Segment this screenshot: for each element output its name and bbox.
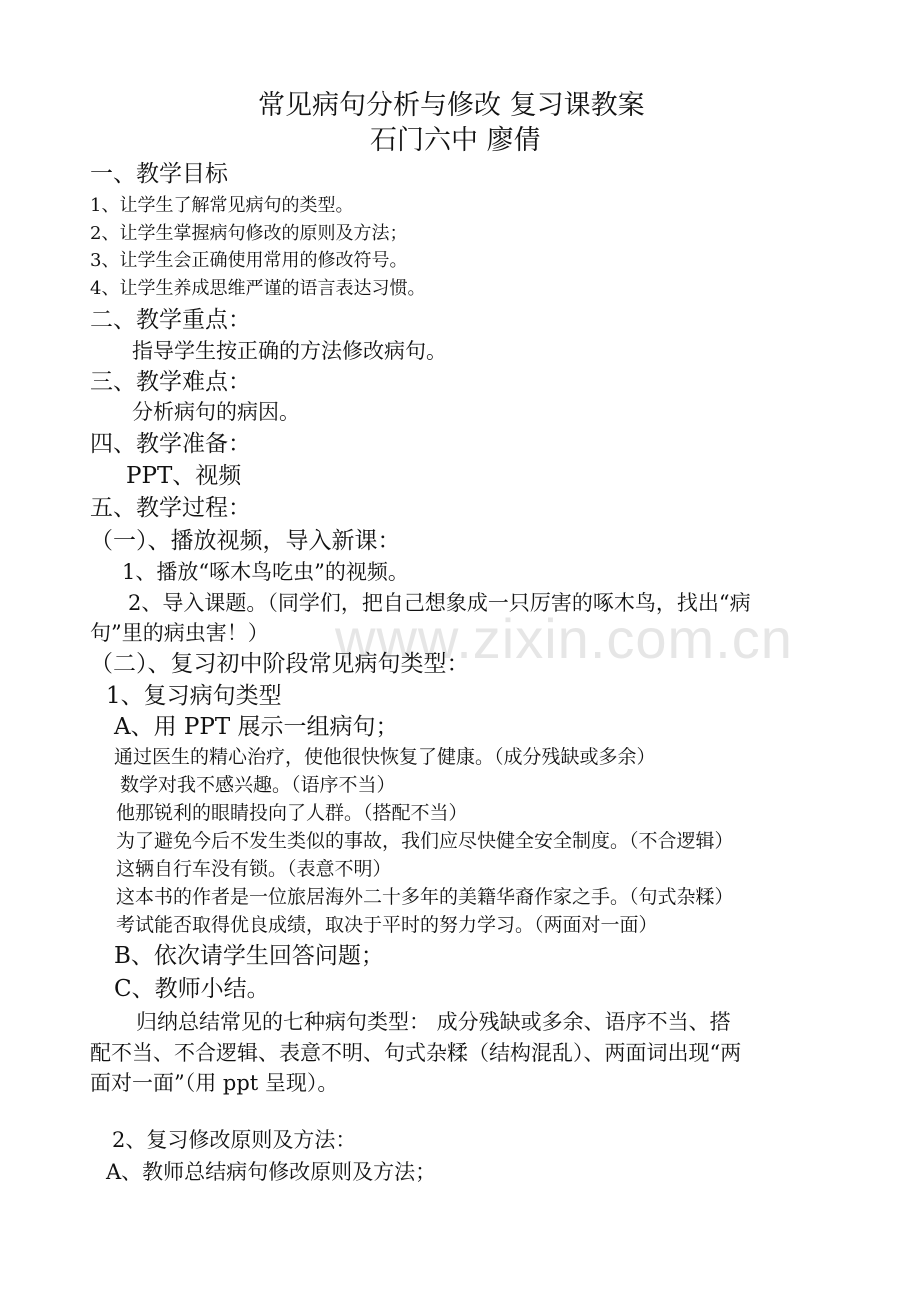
watermark: www.zixin.com.cn [335,607,793,670]
summary-line-3: 面对一面”（用 ppt 呈现）。 [90,1071,339,1095]
process-2-item-a: A、用 PPT 展示一组病句； [114,714,399,740]
process-1-heading: （一）、播放视频，导入新课： [90,528,401,554]
summary-line-2: 配不当、不合逻辑、表意不明、句式杂糅（结构混乱）、两面词出现“两 [90,1041,742,1065]
title-line-1: 常见病句分析与修改 复习课教案 [258,90,645,121]
example-sentence-7: 考试能否取得优良成绩，取决于平时的努力学习。（两面对一面） [116,914,658,936]
title-line-2: 石门六中 廖倩 [370,125,541,156]
example-sentence-5: 这辆自行车没有锁。（表意不明） [116,858,392,880]
summary-line-1: 归纳总结常见的七种病句类型： 成分残缺或多余、语序不当、搭 [136,1010,731,1034]
objective-1: 1、让学生了解常见病句的类型。 [90,195,354,216]
section-2-heading: 二、教学重点： [90,307,251,333]
section-3-heading: 三、教学难点： [90,369,251,395]
example-sentence-3: 他那锐利的眼睛投向了人群。（搭配不当） [116,802,468,824]
example-sentence-1: 通过医生的精心治疗，使他很快恢复了健康。（成分残缺或多余） [114,746,656,768]
example-sentence-4: 为了避免今后不发生类似的事故，我们应尽快健全安全制度。（不合逻辑） [116,830,734,852]
process-2-item-1: 1、复习病句类型 [106,683,282,709]
objective-2: 2、让学生掌握病句修改的原则及方法； [90,223,408,244]
example-sentence-2: 数学对我不感兴趣。（语序不当） [120,774,396,796]
section-5-heading: 五、教学过程： [90,495,251,521]
section-1-heading: 一、教学目标 [90,161,228,187]
example-sentence-6: 这本书的作者是一位旅居海外二十多年的美籍华裔作家之手。（句式杂糅） [116,886,734,908]
process-1-item-2b: 句”里的病虫害！） [90,621,269,645]
section-3-text: 分析病句的病因。 [132,400,300,424]
process-2-heading: （二）、复习初中阶段常见病句类型： [90,651,470,677]
section-2-text: 指导学生按正确的方法修改病句。 [132,339,447,363]
process-3-item-a: A、教师总结病句修改原则及方法； [106,1160,437,1184]
section-4-text: PPT、视频 [126,463,242,489]
section-4-heading: 四、教学准备： [90,431,251,457]
objective-4: 4、让学生养成思维严谨的语言表达习惯。 [90,278,426,299]
process-2-item-b: B、依次请学生回答问题； [114,943,384,969]
objective-3: 3、让学生会正确使用常用的修改符号。 [90,250,408,271]
process-1-item-2a: 2、导入课题。（同学们，把自己想象成一只厉害的啄木鸟，找出“病 [128,591,751,615]
process-3-heading: 2、复习修改原则及方法： [112,1128,357,1152]
process-2-item-c: C、教师小结。 [114,976,270,1002]
process-1-item-1: 1、播放“啄木鸟吃虫”的视频。 [122,560,409,584]
